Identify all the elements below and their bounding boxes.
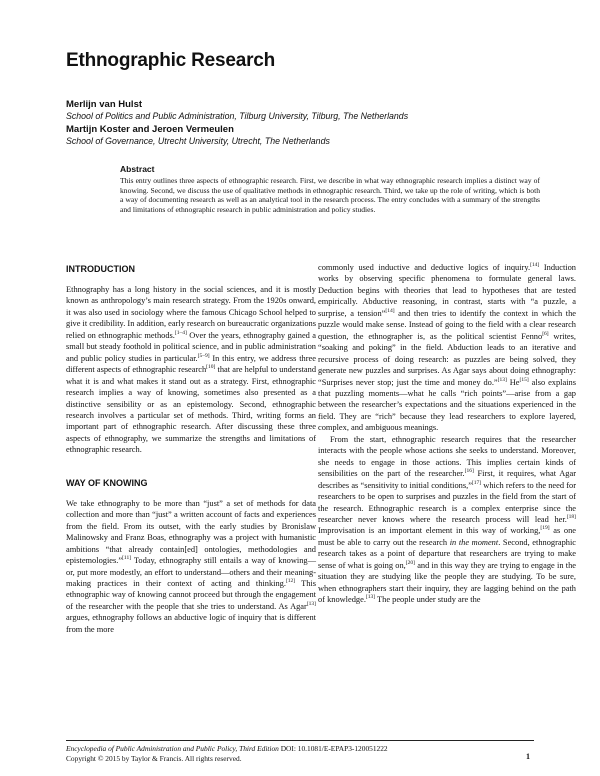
- citation-ref: [13]: [306, 601, 316, 608]
- paper-title: Ethnographic Research: [66, 50, 276, 71]
- doi-text: DOI: 10.1081/E-EPAP3-120051222: [278, 744, 388, 753]
- abstract-text: This entry outlines three aspects of ethnographic research. First, we describe in what way ethnographic research implies a distinct way of knowing. Second, we discuss the use of qualitative methods in ethnographic research. Third, we take up the role of writing, which is both a way of documenting research as well as an analytical tool in the research process. The entry concludes with a summary of the strengths and limitations of ethnographic research in public administration and policy studies.: [120, 176, 540, 214]
- citation-ref: [17]: [471, 479, 482, 486]
- page-number: 1: [526, 752, 530, 761]
- footer-divider: [66, 740, 534, 741]
- citation-ref: [14]: [530, 262, 540, 269]
- citation-ref: [11]: [122, 555, 132, 562]
- way-of-knowing-paragraph: We take ethnography to be more than “just” a set of methods for data collection and more than “just” a written account of facts and experiences from the field. From its outset, with the early studies by Bronislaw Malinowsky and Franz Boas, ethnography was a project with humanistic ambitions “that already contain[ed] ontologies, methodologies and epistemologies.”[11] Today, ethnography still entails a way of knowing—or, put more modestly, an effort to understand—others and their meaning-making practices in their context of acting and thinking.[12] This ethnographic way of knowing cannot proceed but through the engagement of the researcher with the people that she tries to understand. As Agar[13] argues, ethnography follows an abductive logic of inquiry that is different from the more: [66, 498, 316, 634]
- affiliation-2: School of Governance, Utrecht University, Utrecht, The Netherlands: [66, 136, 330, 146]
- intro-paragraph: Ethnography has a long history in the social sciences, and it is mostly known as anthropology’s main research strategy. From the 1920s onward, it was also used in sociology where the famous Chicago School helped to give it credibility. In addition, early research on bureaucratic organizations relied on ethnographic methods.[1–4] Over the years, ethnography gained a small but steady foothold in political science, and in public administration and public policy studies in particular.[5–9] In this entry, we address three different aspects of ethnographic research[10] that are helpful to understand what it is and what makes it stand out as a strategy. First, ethnographic research implies a way of knowing, sometimes also presented as a distinctive sensibility or as an epistemology. Second, ethnographic research involves a particular set of methods. Third, writing forms an important part of ethnographic research. After discussing these three aspects of ethnography, we summarize the strengths and limitations of ethnographic research.: [66, 285, 317, 455]
- footer-citation: [66, 744, 388, 753]
- citation-ref: [10]: [206, 364, 216, 371]
- citation-ref: [18]: [566, 514, 576, 521]
- citation-ref: [5–9]: [197, 352, 210, 359]
- citation-ref: [1–4]: [174, 330, 187, 337]
- citation-ref: [6]: [542, 330, 549, 337]
- citation-ref: [19]: [540, 525, 550, 532]
- citation-ref: [13]: [497, 376, 507, 383]
- author-2: Martijn Koster and Jeroen Vermeulen: [66, 124, 234, 135]
- citation-ref: [15]: [519, 376, 529, 383]
- citation-ref: [14]: [385, 308, 395, 315]
- journal-title: Encyclopedia of Public Administration and Public Policy, Third Edition: [66, 744, 279, 753]
- abstract-heading: Abstract: [120, 164, 155, 174]
- citation-ref: [16]: [464, 468, 474, 475]
- citation-ref: [12]: [285, 578, 296, 585]
- copyright-text: Copyright © 2015 by Taylor & Francis. All rights reserved.: [66, 754, 242, 763]
- affiliation-1: School of Politics and Public Administration, Tilburg University, Tilburg, The Netherlands: [66, 111, 409, 121]
- right-column: [318, 262, 576, 606]
- abduction-paragraph: commonly used inductive and deductive logics of inquiry.[14] Induction works by observing specific phenomena to formulate general laws. Deduction begins with theories that lead to hypotheses that are tested empirically. Abductive reasoning, in contrast, starts with “a puzzle, a surprise, a tension”[14] and then tries to identify the context in which the puzzle would make sense. Instead of going to the field with a clear research question, the ethnographer is, as the political scientist Fenno[6] writes, “soaking and poking” in the field. Abduction leads to an iterative and recursive process of doing research: as puzzles are being solved, they generate new puzzles and surprises. As Agar says about doing ethnography: “Surprises never stop; just the time and money do.”[13] He[15] also explains that puzzling moments—what he calls “rich points”—arise from a gap between the researcher’s expectations and the situations experienced in the field. They are “rich” because they lead researchers to explore layered, complex, and ambiguous meanings.: [318, 262, 576, 433]
- emphasis-text: in the moment: [449, 537, 499, 547]
- left-column: [66, 264, 316, 635]
- citation-ref: [13]: [365, 594, 376, 601]
- engagement-paragraph: From the start, ethnographic research requires that the researcher interacts with the people whose actions she seeks to understand. Moreover, she needs to engage in those actions. This implies certain kinds of sensibilities on the part of the researcher.[16] First, it requires, what Agar describes as “sensitivity to initial conditions,”[17] which refers to the need for researchers to be open to surprises and puzzles in the field from the start of the research. Ethnographic research is a complex enterprise since the researcher never knows where the research process will lead her.[18] Improvisation is an important element in this way of working,[19] as one must be able to carry out the research in the moment. Second, ethnographic research takes as a point of departure that researchers are trying to make sense of what is going on,[20] and in this way they are trying to engage in the situation they are studying like the people they are studying. To be sure, when ethnographers start their inquiry, they are lagging behind on the path of knowledge.[13] The people under study are the: [318, 434, 577, 605]
- abstract: [120, 164, 540, 214]
- section-heading-way-of-knowing: WAY OF KNOWING: [66, 477, 148, 488]
- citation-ref: [20]: [405, 559, 415, 566]
- section-heading-introduction: INTRODUCTION: [66, 264, 135, 274]
- author-1: Merlijn van Hulst: [66, 99, 143, 110]
